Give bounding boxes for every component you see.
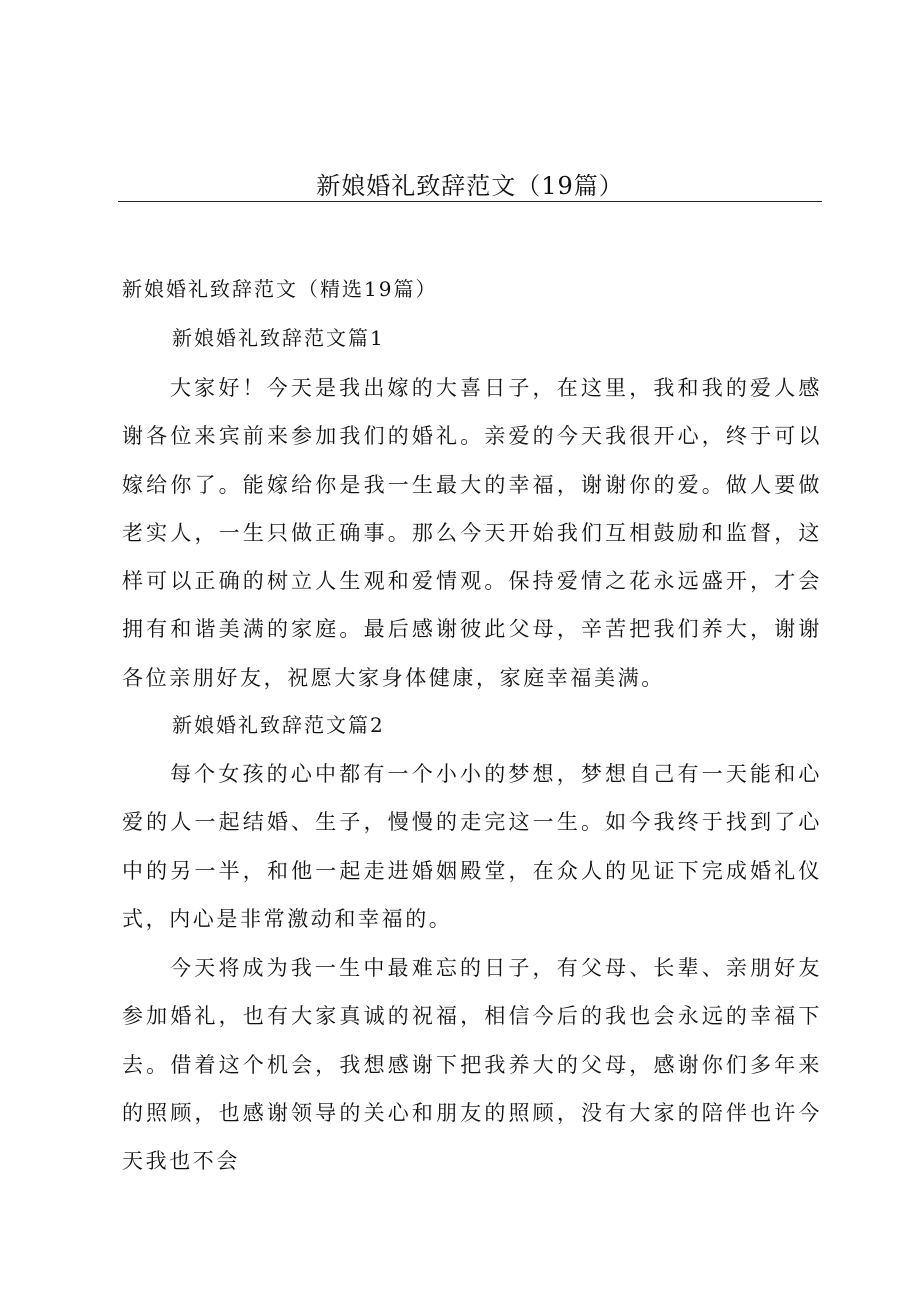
section-heading-2: 新娘婚礼致辞范文篇2 [172,713,385,737]
section-2-paragraph-2: 今天将成为我一生中最难忘的日子，有父母、长辈、亲朋好友参加婚礼，也有大家真诚的祝福，相信今后的我也会永远的幸福下去。借着这个机会，我想感谢下把我养大的父母，感谢你们多年来的照顾，也感谢领导的关心和朋友的照顾，没有大家的陪伴也许今天我也不会 [122,956,822,1174]
section-2-paragraph-1: 每个女孩的心中都有一个小小的梦想，梦想自己有一天能和心爱的人一起结婚、生子，慢慢的走完这一生。如今我终于找到了心中的另一半，和他一起走进婚姻殿堂，在众人的见证下完成婚礼仪式，内心是非常激动和幸福的。 [122,762,822,931]
section-1-paragraph-1: 大家好！今天是我出嫁的大喜日子，在这里，我和我的爱人感谢各位来宾前来参加我们的婚礼。亲爱的今天我很开心，终于可以嫁给你了。能嫁给你是我一生最大的幸福，谢谢你的爱。做人要做老实人，一生只做正确事。那么今天开始我们互相鼓励和监督，这样可以正确的树立人生观和爱情观。保持爱情之花永远盛开，才会拥有和谐美满的家庭。最后感谢彼此父母，辛苦把我们养大，谢谢各位亲朋好友，祝愿大家身体健康，家庭幸福美满。 [122,376,822,690]
document-title: 新娘婚礼致辞范文（19篇） [316,172,624,200]
title-underline [118,201,822,202]
document-subtitle: 新娘婚礼致辞范文（精选19篇） [122,277,438,301]
section-heading-1: 新娘婚礼致辞范文篇1 [172,326,385,350]
